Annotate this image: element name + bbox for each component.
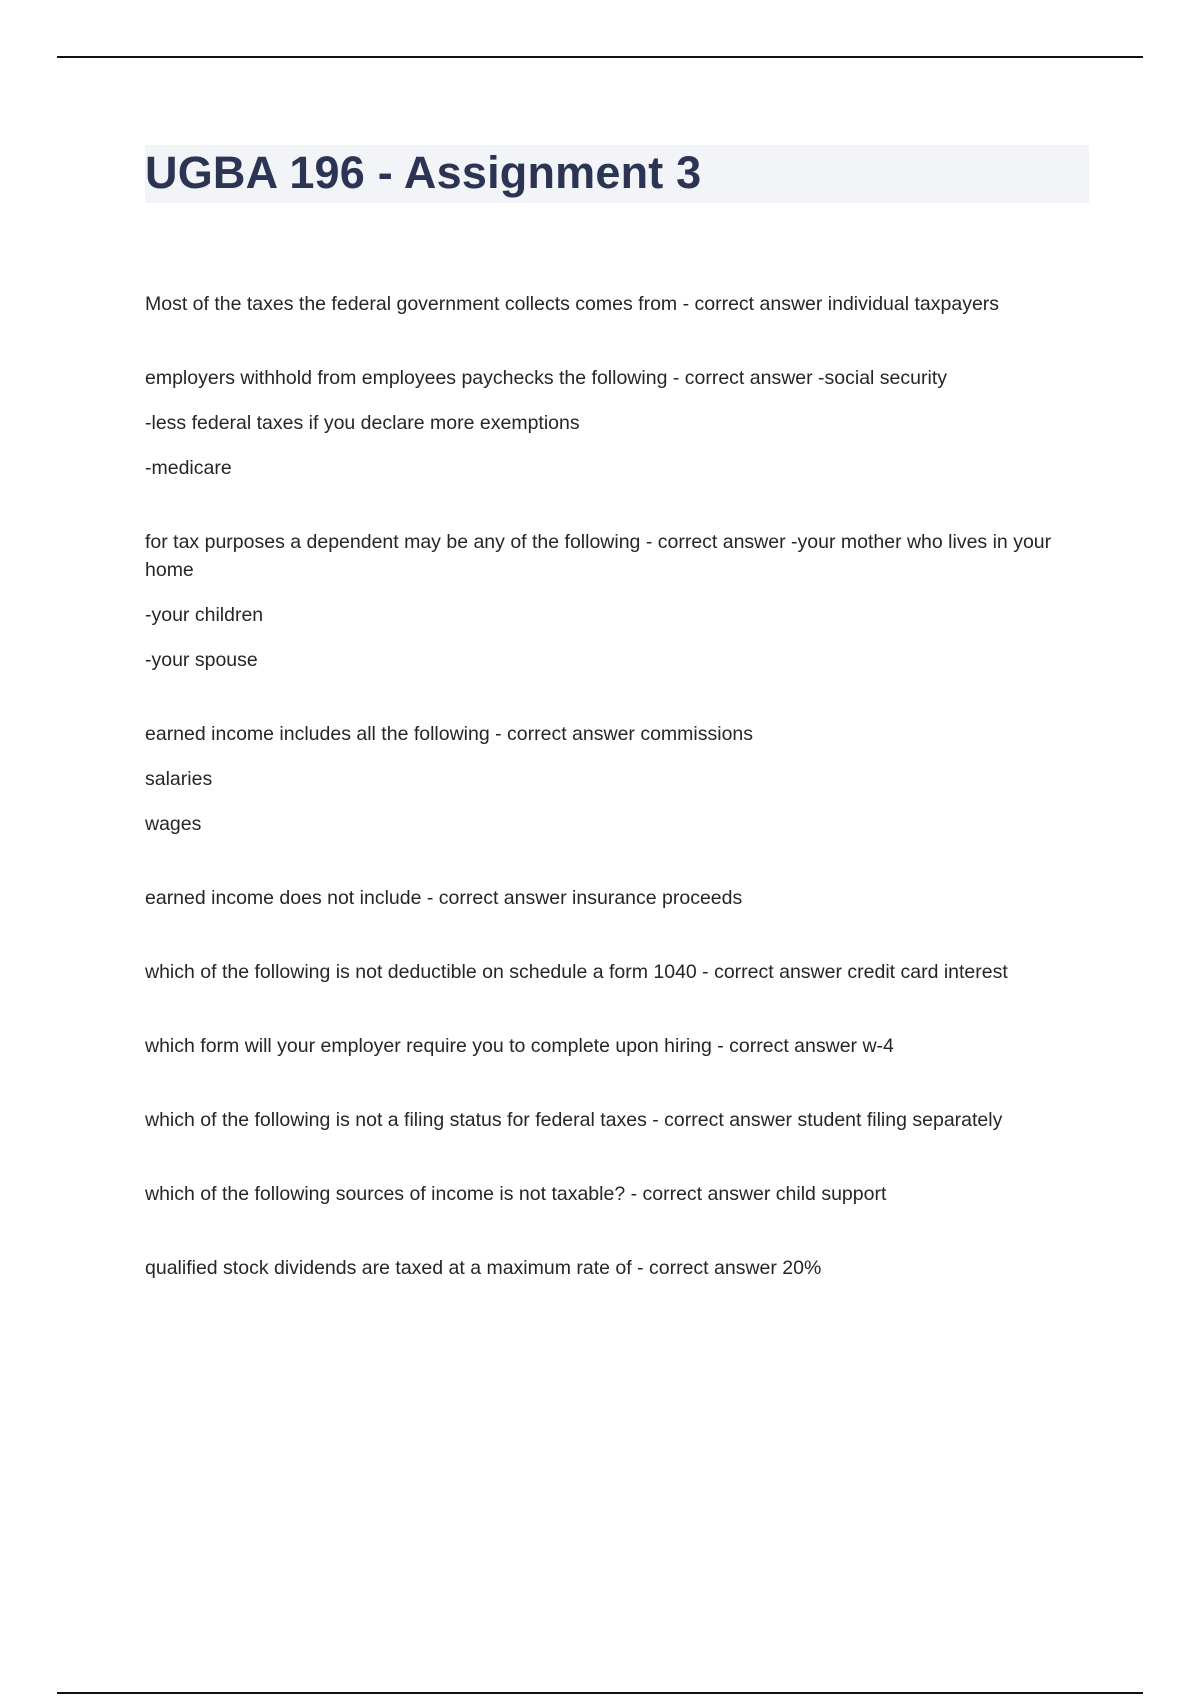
qa-line: -your children bbox=[145, 604, 264, 626]
qa-item bbox=[145, 1180, 1065, 1208]
qa-line: -medicare bbox=[145, 457, 232, 479]
qa-line: -less federal taxes if you declare more exemptions bbox=[145, 412, 580, 434]
qa-line: wages bbox=[145, 813, 202, 835]
qa-line: employers withhold from employees paychecks the following - correct answer -social security bbox=[145, 367, 947, 389]
qa-line: Most of the taxes the federal government collects comes from - correct answer individual taxpayers bbox=[145, 293, 1000, 315]
qa-item bbox=[145, 958, 1065, 986]
bottom-rule bbox=[57, 1692, 1143, 1694]
qa-line: for tax purposes a dependent may be any of the following - correct answer -your mother who lives in your home bbox=[145, 531, 1052, 581]
page-title: UGBA 196 - Assignment 3 bbox=[145, 147, 702, 198]
qa-item bbox=[145, 290, 1065, 318]
qa-line: earned income includes all the following - correct answer commissions bbox=[145, 723, 754, 745]
qa-line: which of the following is not deductible on schedule a form 1040 - correct answer credit card interest bbox=[145, 961, 1008, 983]
qa-line: earned income does not include - correct answer insurance proceeds bbox=[145, 887, 743, 909]
qa-line: qualified stock dividends are taxed at a maximum rate of - correct answer 20% bbox=[145, 1257, 822, 1279]
qa-line: which of the following is not a filing status for federal taxes - correct answer student filing separately bbox=[145, 1109, 1003, 1131]
qa-item bbox=[145, 1254, 1065, 1282]
qa-item bbox=[145, 884, 1065, 912]
top-rule bbox=[57, 56, 1143, 58]
qa-line: salaries bbox=[145, 768, 213, 790]
qa-line: which of the following sources of income is not taxable? - correct answer child support bbox=[145, 1183, 887, 1205]
qa-item bbox=[145, 1032, 1065, 1060]
qa-item bbox=[145, 720, 1065, 838]
qa-line: -your spouse bbox=[145, 649, 258, 671]
qa-item bbox=[145, 528, 1065, 674]
qa-list bbox=[145, 290, 1065, 1328]
qa-item bbox=[145, 1106, 1065, 1134]
qa-line: which form will your employer require you to complete upon hiring - correct answer w-4 bbox=[145, 1035, 894, 1057]
qa-item bbox=[145, 364, 1065, 482]
